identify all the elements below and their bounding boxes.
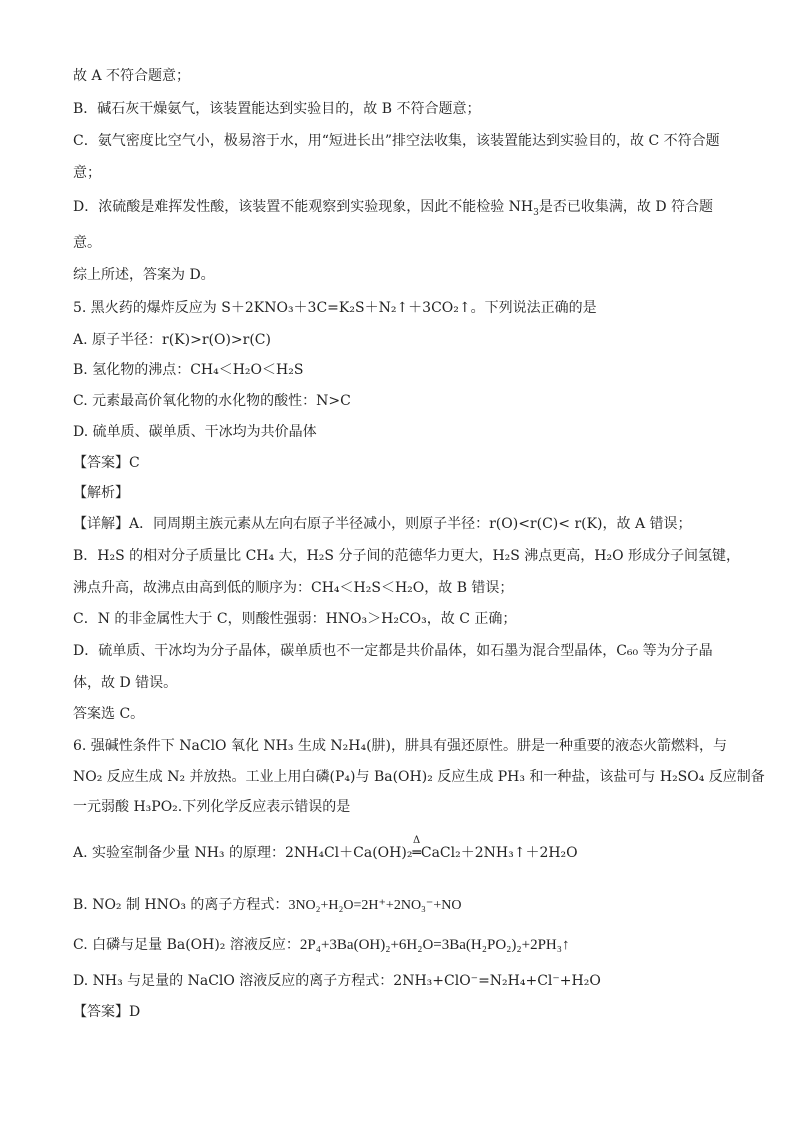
q6-stem-2: NO₂ 反应生成 N₂ 并放热。工业上用白磷(P₄)与 Ba(OH)₂ 反应生成 PH₃ 和一种盐，该盐可与 H₂SO₄ 反应制备 (73, 769, 765, 785)
detail-tag: 【详解】 (73, 516, 129, 532)
q5-detail-d2: 体，故 D 错误。 (73, 675, 178, 691)
q6-option-b-pre: B. NO₂ 制 HNO₃ 的离子方程式： (73, 897, 289, 913)
q6-option-c-pre: C. 白磷与足量 Ba(OH)₂ 溶液反应： (73, 937, 300, 953)
q5-answer (73, 453, 723, 473)
q6-option-a-post: CaCl₂＋2NH₃↑＋2H₂O (420, 845, 578, 861)
q6-option-a (73, 835, 723, 863)
answer-tag: 【答案】 (73, 455, 129, 471)
q5-analysis-tag: 【解析】 (73, 485, 129, 501)
q4-line-d1 (73, 197, 723, 217)
detail-a-text: A．同周期主族元素从左向右原子半径减小，则原子半径：r(O)<r(C)< r(K)，故 A 错误； (129, 516, 692, 532)
q4-summary: 综上所述，答案为 D。 (73, 267, 215, 283)
q6-option-c-equation: 2P₄+3Ba(OH)₂+6H₂O=3Ba(H₂PO₂)₂+2PH₃↑ (299, 937, 570, 953)
q5-detail-c: C．N 的非金属性大于 C，则酸性强弱：HNO₃＞H₂CO₃，故 C 正确； (73, 611, 517, 627)
q6-option-c (73, 935, 723, 955)
q5-detail-b1: B．H₂S 的相对分子质量比 CH₄ 大，H₂S 分子间的范德华力更大，H₂S 沸点更高，H₂O 形成分子间氢键， (73, 548, 741, 564)
q6-answer (73, 1002, 723, 1022)
q5-option-c: C. 元素最高价氧化物的水化物的酸性：N>C (73, 393, 351, 409)
heat-condition: Δ (413, 835, 421, 846)
q4-line-c2: 意； (73, 165, 101, 181)
q5-detail-d1: D．硫单质、干冰均为分子晶体，碳单质也不一定都是共价晶体，如石墨为混合型晶体，C₆₀ 等为分子晶 (73, 643, 713, 659)
q4-line-d1-sub: 3 (533, 207, 539, 218)
answer-value: C (129, 455, 140, 471)
q6-option-b-equation: 3NO₂+H₂O=2H⁺+2NO₃⁻+NO (288, 898, 462, 913)
q5-option-d: D. 硫单质、碳单质、干冰均为共价晶体 (73, 424, 317, 440)
q6-option-d: D. NH₃ 与足量的 NaClO 溶液反应的离子方程式：2NH₃+ClO⁻=N₂H₄+Cl⁻+H₂O (73, 973, 601, 989)
q4-line-c1: C．氨气密度比空气小，极易溶于水，用“短进长出”排空法收集，该装置能达到实验目的，故 C 不符合题 (73, 133, 720, 149)
q5-conclusion: 答案选 C。 (73, 706, 145, 722)
q5-detail-a (73, 514, 723, 534)
q4-line-b: B．碱石灰干燥氨气，该装置能达到实验目的，故 B 不符合题意； (73, 101, 481, 117)
q6-stem-1: 6. 强碱性条件下 NaClO 氧化 NH₃ 生成 N₂H₄(肼)，肼具有强还原性。肼是一种重要的液态火箭燃料，与 (73, 738, 727, 754)
q6-option-b (73, 895, 723, 916)
q4-line-d1-pre: D．浓硫酸是难挥发性酸，该装置不能观察到实验现象，因此不能检验 NH (73, 199, 534, 215)
q5-option-a: A. 原子半径：r(K)>r(O)>r(C) (73, 332, 271, 348)
q6-answer-value: D (129, 1004, 141, 1020)
q6-option-a-pre: A. 实验室制备少量 NH₃ 的原理：2NH₄Cl＋Ca(OH)₂ (73, 845, 413, 861)
q6-answer-tag: 【答案】 (73, 1004, 129, 1020)
q5-detail-b2: 沸点升高，故沸点由高到低的顺序为：CH₄＜H₂S＜H₂O，故 B 错误； (73, 580, 514, 596)
q6-stem-3: 一元弱酸 H₃PO₂.下列化学反应表示错误的是 (73, 799, 351, 815)
q5-stem: 5. 黑火药的爆炸反应为 S＋2KNO₃＋3C=K₂S＋N₂↑＋3CO₂↑。下列说法正确的是 (73, 300, 597, 316)
heating-equals-sign: Δ ═ (412, 843, 420, 863)
q4-line-d2: 意。 (73, 235, 101, 251)
q5-option-b: B. 氢化物的沸点：CH₄＜H₂O＜H₂S (73, 362, 304, 378)
q4-line-a: 故 A 不符合题意； (73, 68, 191, 84)
q4-line-d1-post: 是否已收集满，故 D 符合题 (538, 199, 713, 215)
